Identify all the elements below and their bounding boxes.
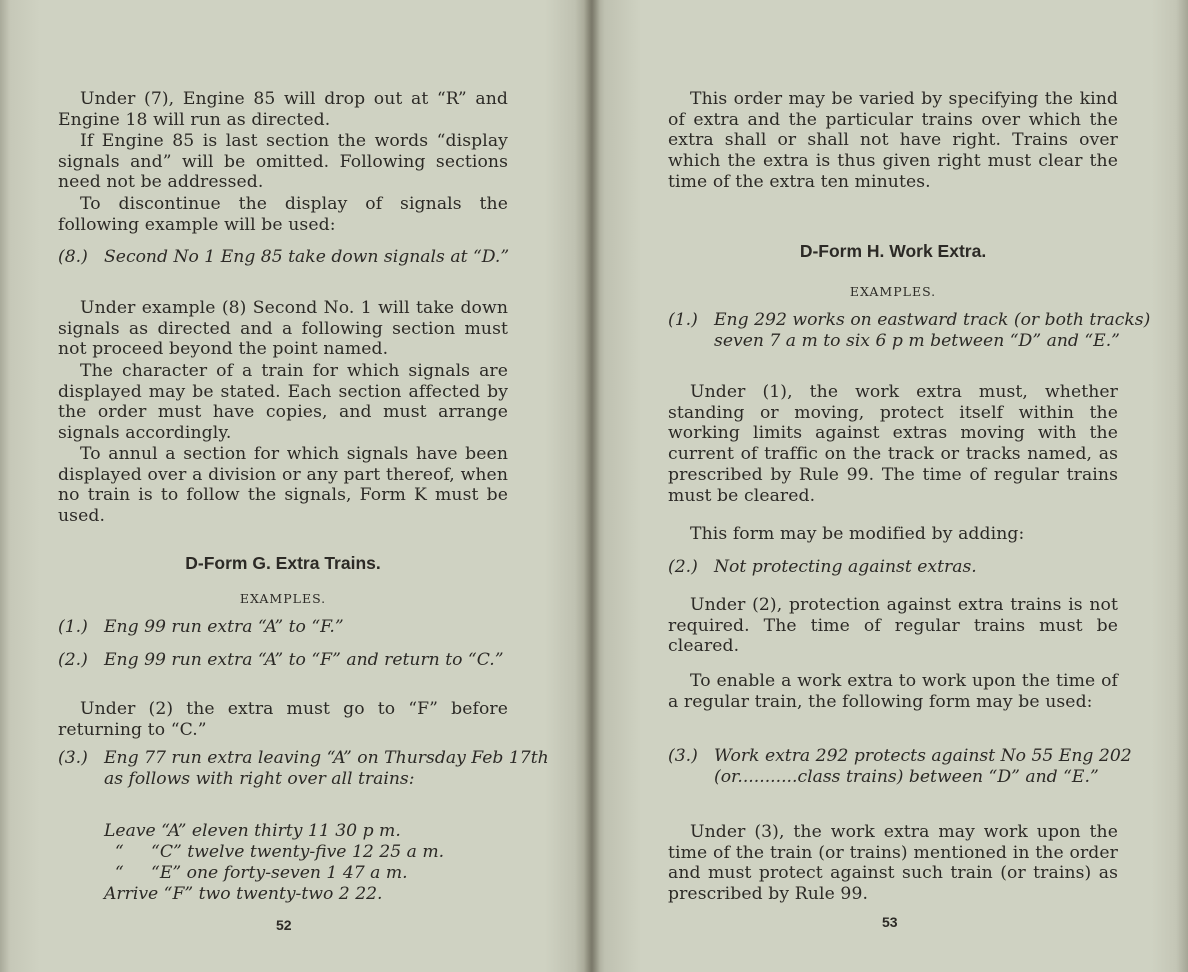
left-paragraph-2: If Engine 85 is last section the words “display signals and” will be omitted. Following sections need not be addressed. <box>58 131 508 193</box>
left-example-1-text: Eng 99 run extra “A” to “F.” <box>104 617 344 637</box>
left-paragraph-5: The character of a train for which signals are displayed may be stated. Each section affected by the order must have copies, and must arrange signals accordingly. <box>58 361 508 444</box>
right-paragraph-5: To enable a work extra to work upon the time of a regular train, the following form may be used: <box>668 671 1118 712</box>
right-example-2-text: Not protecting against extras. <box>714 557 977 577</box>
schedule-line-4: Arrive “F” two twenty-two 2 22. <box>104 884 383 904</box>
schedule-line-2: “ “C” twelve twenty-five 12 25 a m. <box>104 842 445 862</box>
left-paragraph-6: To annul a section for which signals have been displayed over a division or any part thereof, when no train is to follow the signals, Form K must be used. <box>58 444 508 527</box>
right-examples-subheading: EXAMPLES. <box>849 284 937 299</box>
left-paragraph-1: Under (7), Engine 85 will drop out at “R” and Engine 18 will run as directed. <box>58 89 508 130</box>
left-example-3-text: Eng 77 run extra leaving “A” on Thursday Feb 17th as follows with right over all trains: <box>104 748 549 789</box>
left-example-3 <box>58 748 554 789</box>
left-paragraph-3: To discontinue the display of signals the following example will be used: <box>58 194 508 235</box>
right-example-1-text: Eng 292 works on eastward track (or both tracks) seven 7 a m to six 6 p m between “D” and “E.” <box>714 310 1151 351</box>
right-page <box>591 0 1188 972</box>
left-example-2 <box>58 650 554 671</box>
schedule-line-3: “ “E” one forty-seven 1 47 a m. <box>104 863 408 883</box>
right-paragraph-4: Under (2), protection against extra trains is not required. The time of regular trains must be cleared. <box>668 595 1118 657</box>
left-example-8 <box>58 247 554 268</box>
schedule-line-1: Leave “A” eleven thirty 11 30 p m. <box>104 821 401 841</box>
right-paragraph-2: Under (1), the work extra must, whether standing or moving, protect itself within the working limits against extras moving with the current of traffic on the track or tracks named, as prescribed by Rule 99. The time of regular trains must be cleared. <box>668 382 1118 506</box>
left-paragraph-7: Under (2) the extra must go to “F” before returning to “C.” <box>58 699 508 740</box>
right-section-heading: D-Form H. Work Extra. <box>799 241 987 261</box>
right-example-1-number: (1.) <box>668 310 698 330</box>
left-example-2-number: (2.) <box>58 650 88 670</box>
left-example-3-number: (3.) <box>58 748 88 768</box>
right-paragraph-1: This order may be varied by specifying the kind of extra and the particular trains over which the extra shall or shall not have right. Trains over which the extra is thus given right must clear the time of the extra ten minutes. <box>668 89 1118 192</box>
left-example-8-number: (8.) <box>58 247 88 267</box>
left-section-heading: D-Form G. Extra Trains. <box>185 553 381 573</box>
right-paragraph-3: This form may be modified by adding: <box>690 524 1025 544</box>
right-example-2 <box>668 557 1164 578</box>
left-examples-subheading: EXAMPLES. <box>239 591 327 606</box>
right-example-3-number: (3.) <box>668 746 698 766</box>
book-spine-gutter <box>584 0 600 972</box>
left-page <box>0 0 591 972</box>
right-example-2-number: (2.) <box>668 557 698 577</box>
left-paragraph-4: Under example (8) Second No. 1 will take down signals as directed and a following section must not proceed beyond the point named. <box>58 298 508 360</box>
left-example-8-text: Second No 1 Eng 85 take down signals at “D.” <box>104 247 510 267</box>
left-example-1-number: (1.) <box>58 617 88 637</box>
right-example-3 <box>668 746 1164 787</box>
right-example-3-text: Work extra 292 protects against No 55 Eng 202 (or...........class trains) between “D” and “E.” <box>714 746 1132 787</box>
right-paragraph-6: Under (3), the work extra may work upon the time of the train (or trains) mentioned in the order and must protect against such train (or trains) as prescribed by Rule 99. <box>668 822 1118 905</box>
left-example-2-text: Eng 99 run extra “A” to “F” and return to “C.” <box>104 650 504 670</box>
left-page-number: 52 <box>276 917 292 933</box>
left-example-1 <box>58 617 554 638</box>
right-example-1 <box>668 310 1164 351</box>
right-page-number: 53 <box>882 914 898 930</box>
